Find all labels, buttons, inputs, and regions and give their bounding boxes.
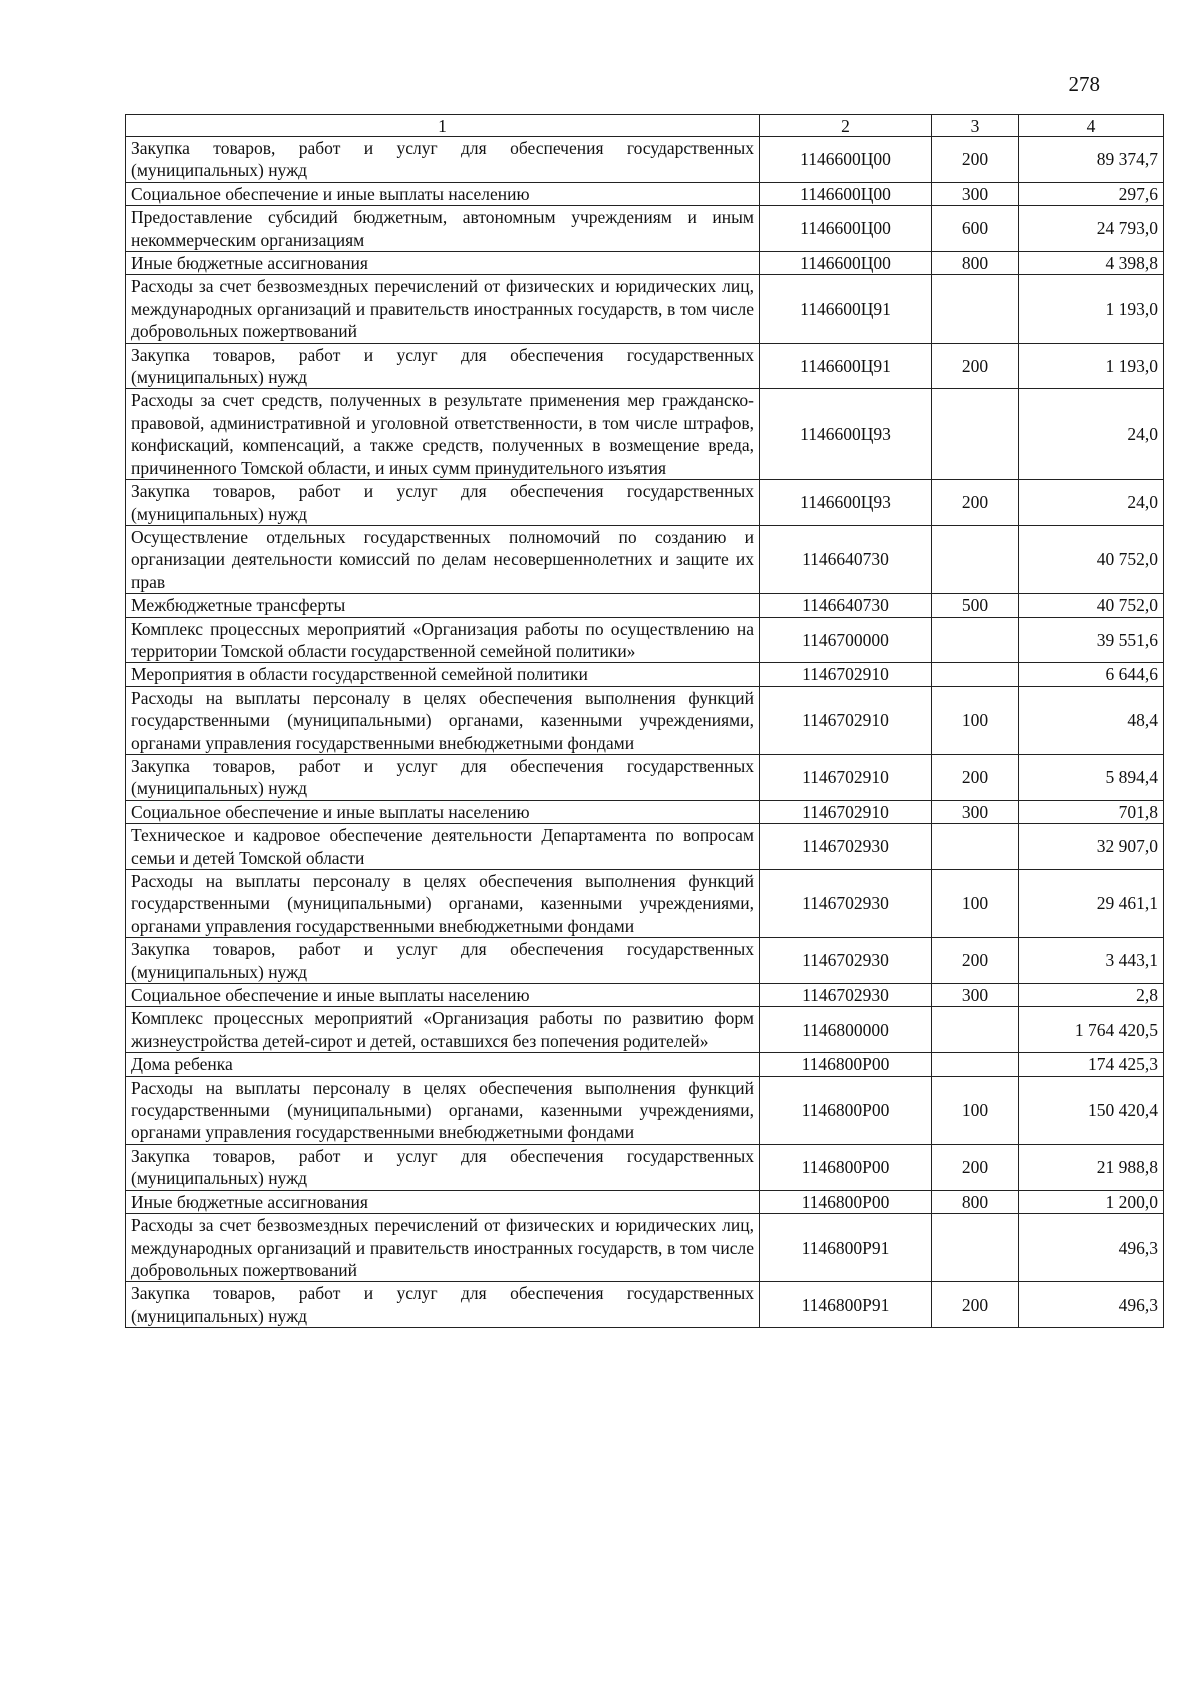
table-row xyxy=(126,984,1164,1007)
table-row xyxy=(126,663,1164,686)
amount-cell: 39 551,6 xyxy=(1019,617,1164,663)
expense-type-cell: 100 xyxy=(932,870,1019,938)
target-code-cell: 1146800Р91 xyxy=(760,1214,932,1282)
amount-cell: 150 420,4 xyxy=(1019,1076,1164,1144)
expense-name-cell: Дома ребенка xyxy=(126,1053,760,1076)
expense-type-cell: 200 xyxy=(932,938,1019,984)
expense-name-cell: Закупка товаров, работ и услуг для обеспечения государственных (муниципальных) нужд xyxy=(126,754,760,800)
table-row xyxy=(126,1144,1164,1190)
expense-type-cell: 500 xyxy=(932,594,1019,617)
amount-cell: 29 461,1 xyxy=(1019,870,1164,938)
target-code-cell: 1146800Р00 xyxy=(760,1076,932,1144)
target-code-cell: 1146640730 xyxy=(760,594,932,617)
expense-name-cell: Расходы за счет безвозмездных перечислений от физических и юридических лиц, международных организаций и правительств иностранных государств, в том числе добровольных пожертвований xyxy=(126,1214,760,1282)
expense-name-cell: Закупка товаров, работ и услуг для обеспечения государственных (муниципальных) нужд xyxy=(126,938,760,984)
amount-cell: 21 988,8 xyxy=(1019,1144,1164,1190)
table-row xyxy=(126,617,1164,663)
table-row xyxy=(126,252,1164,275)
expense-type-cell: 300 xyxy=(932,800,1019,823)
expense-name-cell: Закупка товаров, работ и услуг для обеспечения государственных (муниципальных) нужд xyxy=(126,1144,760,1190)
amount-cell: 48,4 xyxy=(1019,686,1164,754)
expense-name-cell: Расходы на выплаты персоналу в целях обеспечения выполнения функций государственными (муниципальными) органами, казенными учреждениями, органами управления государственными внебюджетными фондами xyxy=(126,686,760,754)
amount-cell: 1 764 420,5 xyxy=(1019,1007,1164,1053)
expense-name-cell: Расходы на выплаты персоналу в целях обеспечения выполнения функций государственными (муниципальными) органами, казенными учреждениями, органами управления государственными внебюджетными фондами xyxy=(126,1076,760,1144)
expense-name-cell: Осуществление отдельных государственных полномочий по созданию и организации деятельности комиссий по делам несовершеннолетних и защите их прав xyxy=(126,525,760,593)
expense-name-cell: Социальное обеспечение и иные выплаты населению xyxy=(126,984,760,1007)
expense-type-cell: 300 xyxy=(932,182,1019,205)
expense-type-cell: 200 xyxy=(932,480,1019,526)
target-code-cell: 1146702930 xyxy=(760,870,932,938)
expense-type-cell: 200 xyxy=(932,1282,1019,1328)
target-code-cell: 1146700000 xyxy=(760,617,932,663)
amount-cell: 1 193,0 xyxy=(1019,275,1164,343)
expense-type-cell: 800 xyxy=(932,252,1019,275)
table-row xyxy=(126,1282,1164,1328)
table-row xyxy=(126,480,1164,526)
expense-name-cell: Закупка товаров, работ и услуг для обеспечения государственных (муниципальных) нужд xyxy=(126,480,760,526)
expense-type-cell xyxy=(932,1007,1019,1053)
expense-name-cell: Предоставление субсидий бюджетным, автономным учреждениям и иным некоммерческим организациям xyxy=(126,206,760,252)
target-code-cell: 1146702910 xyxy=(760,754,932,800)
target-code-cell: 1146800Р00 xyxy=(760,1144,932,1190)
target-code-cell: 1146800Р00 xyxy=(760,1053,932,1076)
table-row xyxy=(126,206,1164,252)
table-row xyxy=(126,1190,1164,1213)
target-code-cell: 1146600Ц00 xyxy=(760,206,932,252)
amount-cell: 5 894,4 xyxy=(1019,754,1164,800)
expense-name-cell: Закупка товаров, работ и услуг для обеспечения государственных (муниципальных) нужд xyxy=(126,137,760,183)
expense-name-cell: Социальное обеспечение и иные выплаты населению xyxy=(126,800,760,823)
expense-type-cell: 200 xyxy=(932,343,1019,389)
amount-cell: 1 193,0 xyxy=(1019,343,1164,389)
amount-cell: 1 200,0 xyxy=(1019,1190,1164,1213)
table-row xyxy=(126,800,1164,823)
column-header-4: 4 xyxy=(1019,115,1164,137)
expense-name-cell: Расходы на выплаты персоналу в целях обеспечения выполнения функций государственными (муниципальными) органами, казенными учреждениями, органами управления государственными внебюджетными фондами xyxy=(126,870,760,938)
amount-cell: 24 793,0 xyxy=(1019,206,1164,252)
expense-type-cell: 600 xyxy=(932,206,1019,252)
amount-cell: 701,8 xyxy=(1019,800,1164,823)
expense-name-cell: Расходы за счет безвозмездных перечислений от физических и юридических лиц, международных организаций и правительств иностранных государств, в том числе добровольных пожертвований xyxy=(126,275,760,343)
expense-type-cell: 200 xyxy=(932,137,1019,183)
target-code-cell: 1146702930 xyxy=(760,938,932,984)
expense-type-cell: 200 xyxy=(932,1144,1019,1190)
expense-type-cell: 100 xyxy=(932,686,1019,754)
amount-cell: 89 374,7 xyxy=(1019,137,1164,183)
amount-cell: 496,3 xyxy=(1019,1282,1164,1328)
amount-cell: 6 644,6 xyxy=(1019,663,1164,686)
table-row xyxy=(126,137,1164,183)
column-header-3: 3 xyxy=(932,115,1019,137)
amount-cell: 3 443,1 xyxy=(1019,938,1164,984)
budget-table xyxy=(125,114,1164,1328)
table-row xyxy=(126,389,1164,480)
expense-type-cell xyxy=(932,1214,1019,1282)
expense-type-cell xyxy=(932,1053,1019,1076)
target-code-cell: 1146702910 xyxy=(760,800,932,823)
target-code-cell: 1146600Ц00 xyxy=(760,182,932,205)
expense-type-cell: 100 xyxy=(932,1076,1019,1144)
target-code-cell: 1146800Р00 xyxy=(760,1190,932,1213)
target-code-cell: 1146702930 xyxy=(760,984,932,1007)
amount-cell: 2,8 xyxy=(1019,984,1164,1007)
target-code-cell: 1146600Ц93 xyxy=(760,480,932,526)
expense-type-cell xyxy=(932,275,1019,343)
table-row xyxy=(126,525,1164,593)
table-row xyxy=(126,938,1164,984)
target-code-cell: 1146600Ц00 xyxy=(760,252,932,275)
target-code-cell: 1146702910 xyxy=(760,686,932,754)
table-row xyxy=(126,1007,1164,1053)
table-row xyxy=(126,1214,1164,1282)
column-header-2: 2 xyxy=(760,115,932,137)
table-row xyxy=(126,275,1164,343)
table-row xyxy=(126,1053,1164,1076)
table-row xyxy=(126,1076,1164,1144)
expense-type-cell: 800 xyxy=(932,1190,1019,1213)
expense-name-cell: Расходы за счет средств, полученных в результате применения мер гражданско-правовой, административной и уголовной ответственности, в том числе штрафов, конфискаций, компенсаций, а также средств, полученных в возмещение вреда, причиненного Томской области, и иных сумм принудительного изъятия xyxy=(126,389,760,480)
expense-name-cell: Иные бюджетные ассигнования xyxy=(126,1190,760,1213)
expense-type-cell xyxy=(932,824,1019,870)
target-code-cell: 1146600Ц91 xyxy=(760,343,932,389)
expense-type-cell: 300 xyxy=(932,984,1019,1007)
amount-cell: 24,0 xyxy=(1019,389,1164,480)
table-row xyxy=(126,686,1164,754)
amount-cell: 496,3 xyxy=(1019,1214,1164,1282)
target-code-cell: 1146600Ц00 xyxy=(760,137,932,183)
amount-cell: 174 425,3 xyxy=(1019,1053,1164,1076)
expense-name-cell: Закупка товаров, работ и услуг для обеспечения государственных (муниципальных) нужд xyxy=(126,343,760,389)
page-number: 278 xyxy=(1068,72,1100,96)
target-code-cell: 1146800Р91 xyxy=(760,1282,932,1328)
expense-name-cell: Техническое и кадровое обеспечение деятельности Департамента по вопросам семьи и детей Томской области xyxy=(126,824,760,870)
amount-cell: 4 398,8 xyxy=(1019,252,1164,275)
expense-type-cell xyxy=(932,525,1019,593)
expense-type-cell xyxy=(932,663,1019,686)
expense-name-cell: Закупка товаров, работ и услуг для обеспечения государственных (муниципальных) нужд xyxy=(126,1282,760,1328)
amount-cell: 32 907,0 xyxy=(1019,824,1164,870)
expense-name-cell: Комплекс процессных мероприятий «Организация работы по осуществлению на территории Томской области государственной семейной политики» xyxy=(126,617,760,663)
target-code-cell: 1146640730 xyxy=(760,525,932,593)
amount-cell: 40 752,0 xyxy=(1019,525,1164,593)
expense-name-cell: Комплекс процессных мероприятий «Организация работы по развитию форм жизнеустройства детей-сирот и детей, оставшихся без попечения родителей» xyxy=(126,1007,760,1053)
table-row xyxy=(126,343,1164,389)
expense-type-cell: 200 xyxy=(932,754,1019,800)
table-row xyxy=(126,754,1164,800)
table-row xyxy=(126,182,1164,205)
target-code-cell: 1146702910 xyxy=(760,663,932,686)
column-header-1: 1 xyxy=(126,115,760,137)
target-code-cell: 1146600Ц93 xyxy=(760,389,932,480)
table-row xyxy=(126,594,1164,617)
target-code-cell: 1146800000 xyxy=(760,1007,932,1053)
expense-type-cell xyxy=(932,389,1019,480)
expense-name-cell: Социальное обеспечение и иные выплаты населению xyxy=(126,182,760,205)
amount-cell: 24,0 xyxy=(1019,480,1164,526)
expense-name-cell: Мероприятия в области государственной семейной политики xyxy=(126,663,760,686)
table-row xyxy=(126,870,1164,938)
table-header-row xyxy=(126,115,1164,137)
target-code-cell: 1146702930 xyxy=(760,824,932,870)
target-code-cell: 1146600Ц91 xyxy=(760,275,932,343)
table-row xyxy=(126,824,1164,870)
expense-type-cell xyxy=(932,617,1019,663)
amount-cell: 40 752,0 xyxy=(1019,594,1164,617)
expense-name-cell: Иные бюджетные ассигнования xyxy=(126,252,760,275)
amount-cell: 297,6 xyxy=(1019,182,1164,205)
expense-name-cell: Межбюджетные трансферты xyxy=(126,594,760,617)
